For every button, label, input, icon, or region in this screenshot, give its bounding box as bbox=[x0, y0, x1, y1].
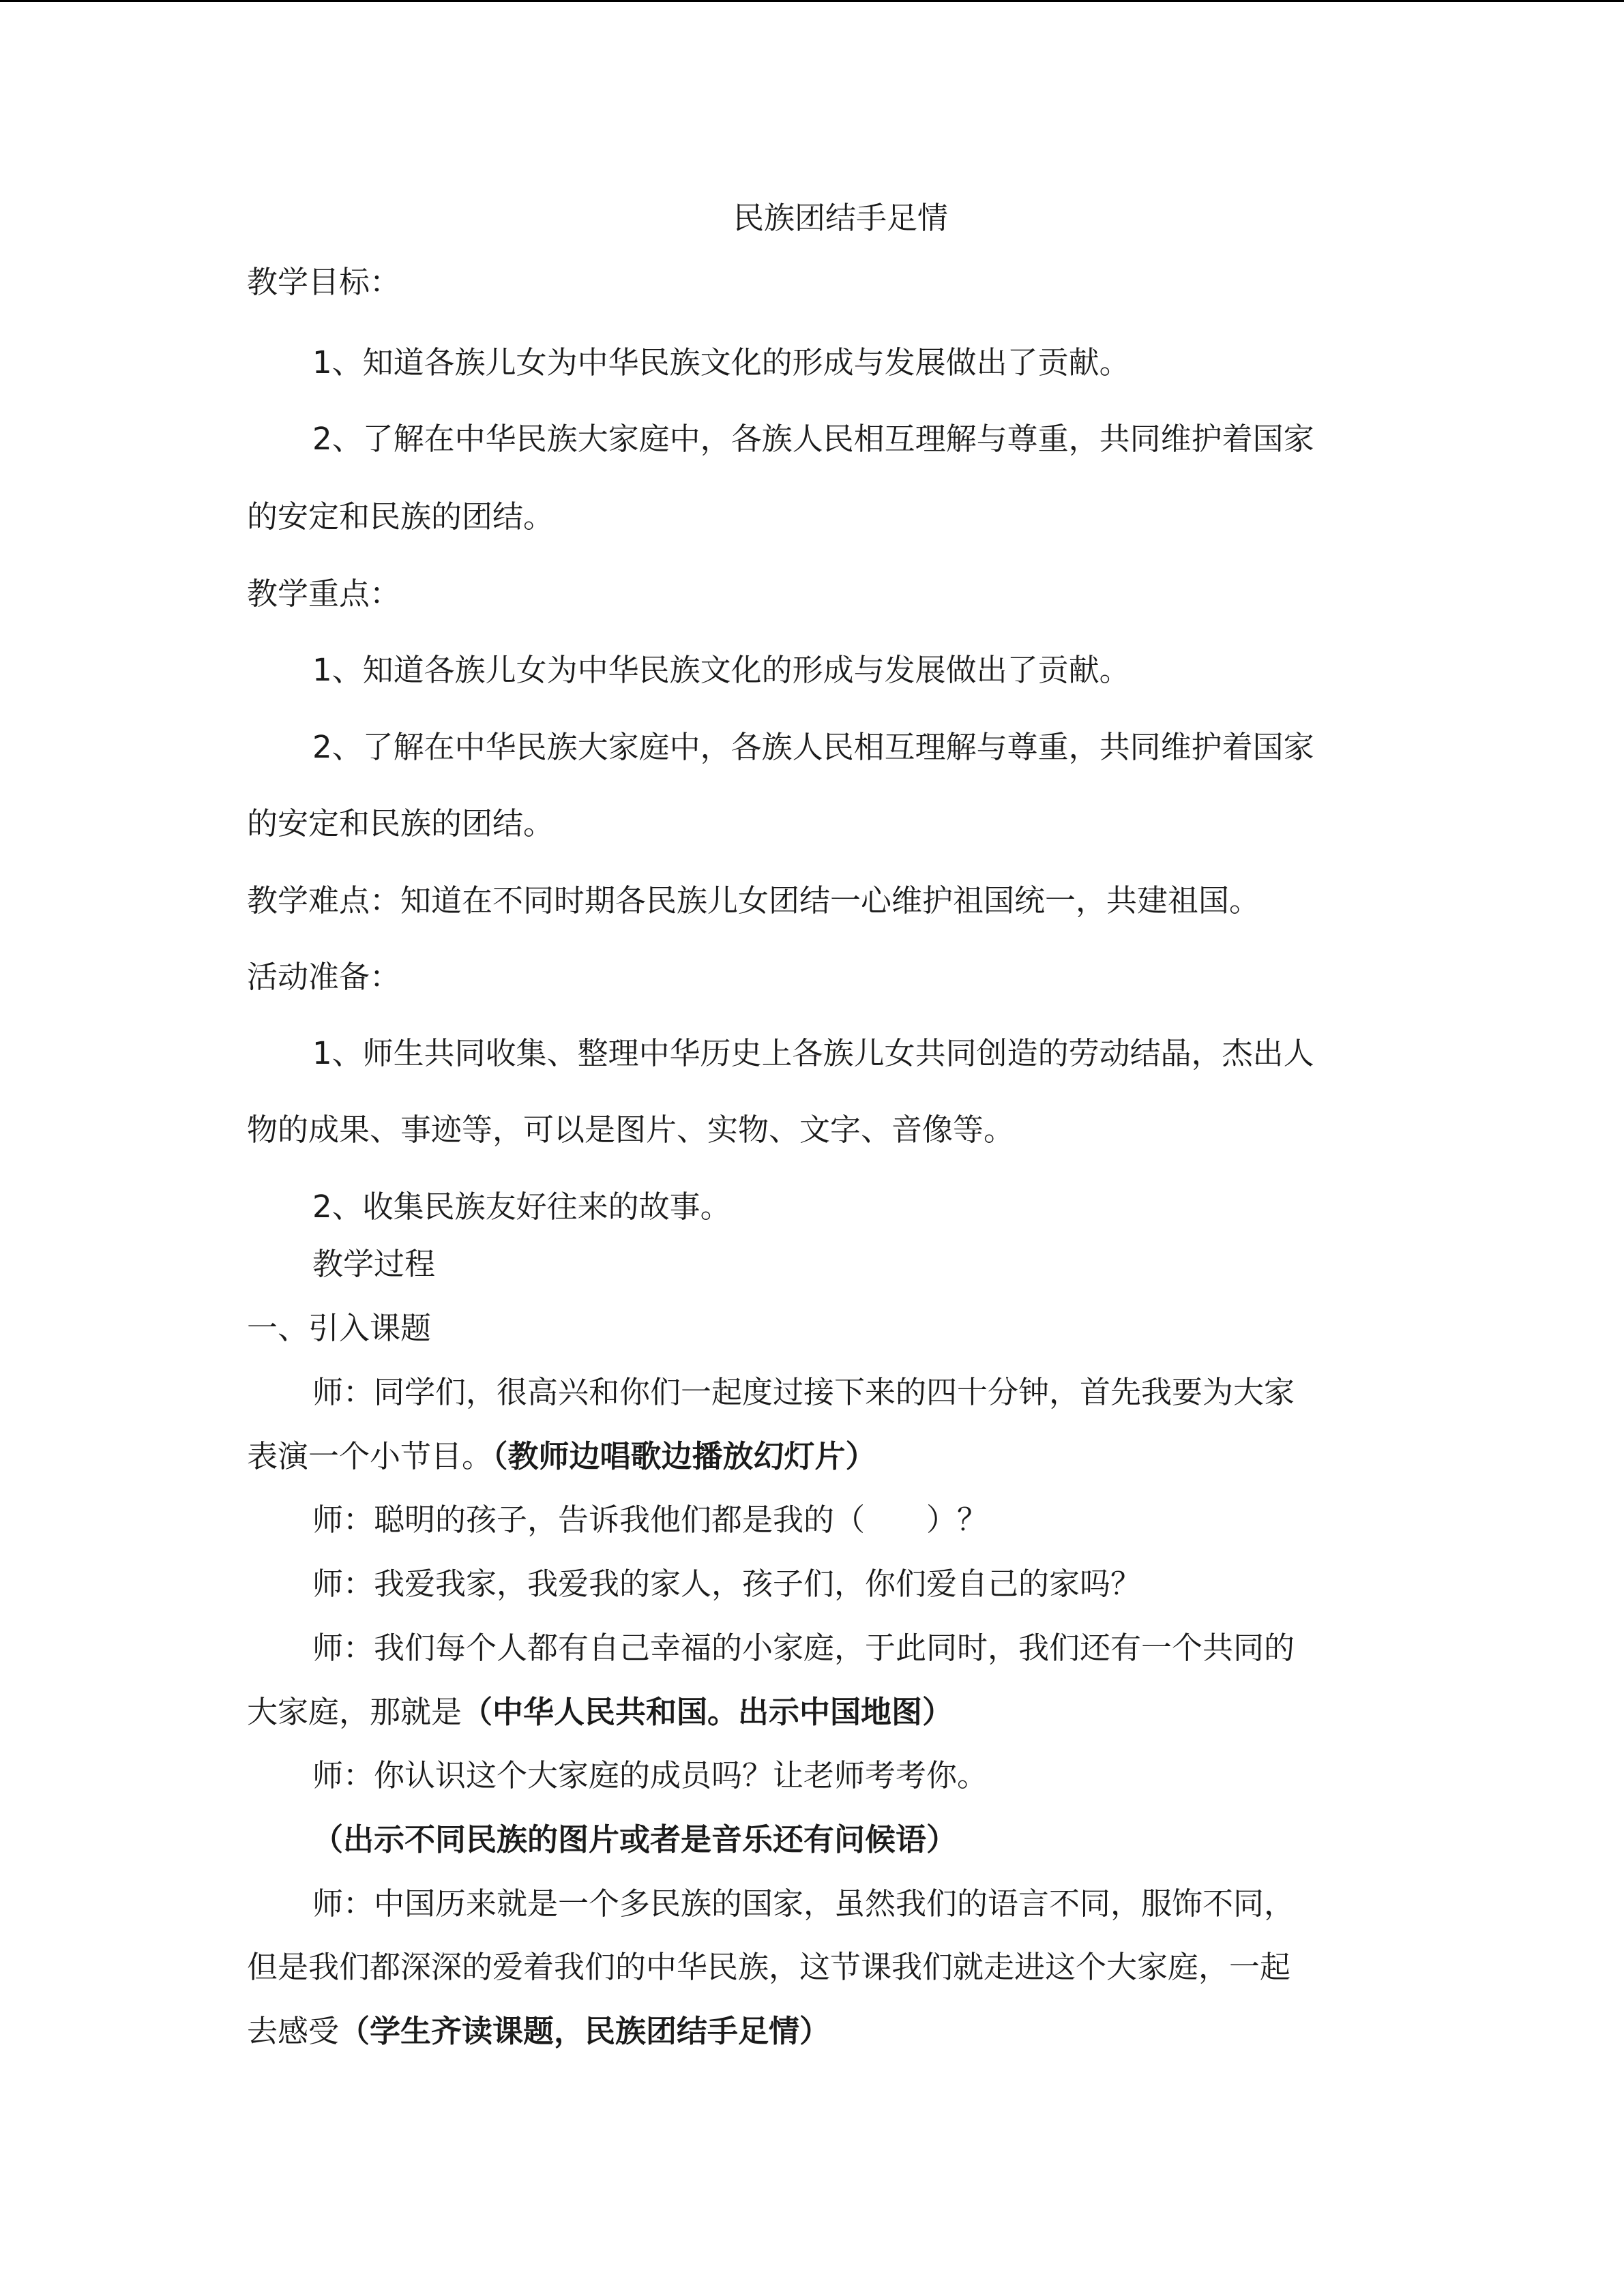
paragraph-1-line-1: 师：同学们，很高兴和你们一起度过接下来的四十分钟，首先我要为大家 bbox=[312, 1374, 1295, 1410]
paragraph-4-line-1: 师：我们每个人都有自己幸福的小家庭，于此同时，我们还有一个共同的 bbox=[312, 1630, 1295, 1666]
page-top-border bbox=[0, 0, 1624, 2]
paragraph-7-line-3 bbox=[247, 2012, 830, 2051]
paragraph-7-line-3-text: 去感受 bbox=[247, 2013, 340, 2049]
objective-item-2-line-2: 的安定和民族的团结。 bbox=[247, 498, 555, 535]
paragraph-5: 师：你认识这个大家庭的成员吗？让老师考考你。 bbox=[312, 1757, 988, 1793]
objective-item-1: 1、知道各族儿女为中华民族文化的形成与发展做出了贡献。 bbox=[312, 344, 1130, 381]
preparation-item-1-line-2: 物的成果、事迹等，可以是图片、实物、文字、音像等。 bbox=[247, 1112, 1015, 1148]
keypoint-item-2-line-1: 2、了解在中华民族大家庭中，各族人民相互理解与尊重，共同维护着国家 bbox=[312, 729, 1314, 765]
difficulty-line: 教学难点：知道在不同时期各民族儿女团结一心维护祖国统一，共建祖国。 bbox=[247, 882, 1260, 919]
paragraph-7-line-1: 师：中国历来就是一个多民族的国家，虽然我们的语言不同，服饰不同， bbox=[312, 1885, 1295, 1922]
preparation-item-1-line-1: 1、师生共同收集、整理中华历史上各族儿女共同创造的劳动结晶，杰出人 bbox=[312, 1035, 1314, 1071]
keypoint-item-2-line-2: 的安定和民族的团结。 bbox=[247, 805, 555, 841]
objectives-heading: 教学目标： bbox=[247, 264, 401, 300]
paragraph-3: 师：我爱我家，我爱我的家人，孩子们，你们爱自己的家吗？ bbox=[312, 1566, 1142, 1602]
paragraph-7-line-2: 但是我们都深深的爱着我们的中华民族，这节课我们就走进这个大家庭，一起 bbox=[247, 1949, 1291, 1985]
paragraph-4-line-2-text: 大家庭，那就是 bbox=[247, 1694, 462, 1730]
paragraph-1-line-2-text: 表演一个小节目。 bbox=[247, 1438, 493, 1474]
paragraph-2: 师：聪明的孩子，告诉我他们都是我的（ ）？ bbox=[312, 1502, 988, 1538]
paragraph-6-stage-direction: （出示不同民族的图片或者是音乐还有问候语） bbox=[312, 1821, 958, 1858]
paragraph-7-stage-direction: （学生齐读课题，民族团结手足情） bbox=[339, 2013, 831, 2049]
paragraph-1-line-2 bbox=[247, 1437, 876, 1476]
process-heading: 教学过程 bbox=[312, 1246, 436, 1282]
preparation-heading: 活动准备： bbox=[247, 959, 401, 995]
paragraph-4-stage-direction: （中华人民共和国。出示中国地图） bbox=[462, 1694, 954, 1730]
paragraph-1-stage-direction: （教师边唱歌边播放幻灯片） bbox=[492, 1438, 876, 1474]
keypoints-heading: 教学重点： bbox=[247, 576, 401, 612]
document-title: 民族团结手足情 bbox=[733, 200, 949, 236]
keypoint-item-1: 1、知道各族儿女为中华民族文化的形成与发展做出了贡献。 bbox=[312, 652, 1130, 688]
paragraph-4-line-2 bbox=[247, 1693, 953, 1731]
objective-item-2-line-1: 2、了解在中华民族大家庭中，各族人民相互理解与尊重，共同维护着国家 bbox=[312, 421, 1314, 457]
preparation-item-2: 2、收集民族友好往来的故事。 bbox=[312, 1189, 731, 1225]
section-1-heading: 一、引入课题 bbox=[247, 1310, 432, 1346]
